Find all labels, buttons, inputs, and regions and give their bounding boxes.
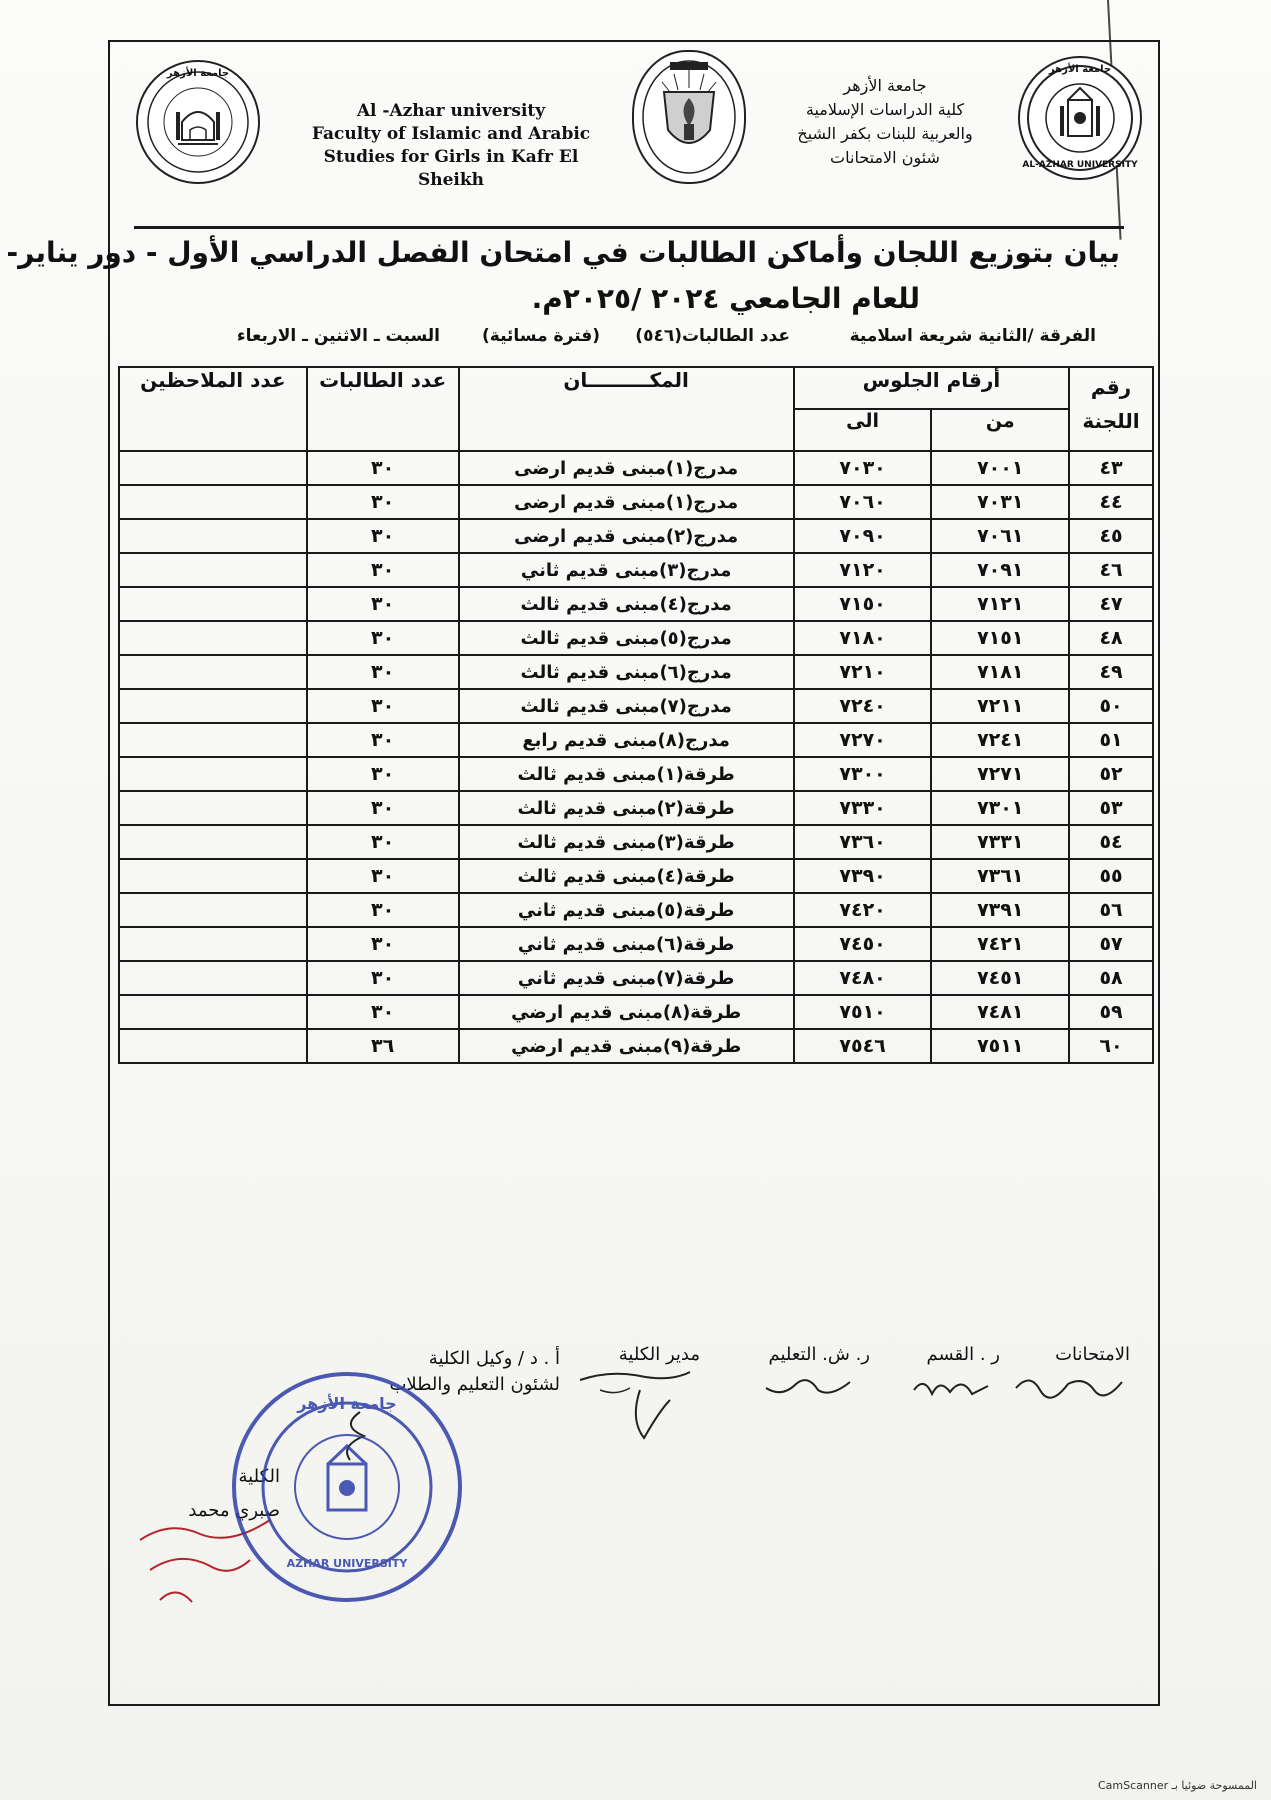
place-cell: مدرج(٧)مبنى قديم ثالث (459, 689, 794, 723)
seat-to-cell: ٧٥١٠ (794, 995, 932, 1029)
arabic-header-line: جامعة الأزهر (843, 76, 927, 95)
student-count-cell: ٣٠ (307, 621, 459, 655)
seat-from-cell: ٧٣٣١ (931, 825, 1069, 859)
committee-cell: ٥٨ (1069, 961, 1153, 995)
seat-to-cell: ٧١٨٠ (794, 621, 932, 655)
observers-cell (119, 825, 307, 859)
document-subtitle: للعام الجامعي ٢٠٢٤ /٢٠٢٥م. (531, 282, 920, 315)
student-count-cell: ٣٠ (307, 587, 459, 621)
place-cell: طرقة(٨)مبنى قديم ارضي (459, 995, 794, 1029)
seat-to-cell: ٧٤٢٠ (794, 893, 932, 927)
committee-cell: ٥٧ (1069, 927, 1153, 961)
faculty-logo (136, 60, 260, 184)
committee-cell: ٤٤ (1069, 485, 1153, 519)
arabic-header (770, 74, 1000, 170)
place-cell: مدرج(٣)مبنى قديم ثاني (459, 553, 794, 587)
committees-table-wrapper (118, 366, 1154, 1064)
english-header-line: Al -Azhar university (356, 101, 546, 121)
seat-from-cell: ٧٤٨١ (931, 995, 1069, 1029)
english-header-line: Faculty of Islamic and Arabic (311, 124, 591, 144)
seat-from-cell: ٧٠٩١ (931, 553, 1069, 587)
english-header (296, 100, 606, 192)
table-row (119, 587, 1153, 621)
seat-to-cell: ٧٠٦٠ (794, 485, 932, 519)
seat-to-cell: ٧٢٤٠ (794, 689, 932, 723)
logo-left-text: جامعة الأزهر (166, 68, 230, 79)
seat-from-cell: ٧١٨١ (931, 655, 1069, 689)
seat-to-cell: ٧٠٣٠ (794, 451, 932, 485)
seat-to-cell: ٧٥٤٦ (794, 1029, 932, 1063)
arabic-header-line: شئون الامتحانات (830, 148, 940, 167)
observers-cell (119, 655, 307, 689)
seat-to-cell: ٧٤٨٠ (794, 961, 932, 995)
seat-from-cell: ٧١٢١ (931, 587, 1069, 621)
table-row (119, 451, 1153, 485)
committee-cell: ٥١ (1069, 723, 1153, 757)
title-divider (134, 226, 1124, 229)
vice-dean-subtitle: لشئون التعليم والطلاب (389, 1374, 560, 1395)
table-header-row (119, 367, 1153, 409)
observers-cell (119, 621, 307, 655)
observers-cell (119, 519, 307, 553)
stamp-text: جامعة الأزهر (297, 1394, 397, 1413)
place-cell: مدرج(٨)مبنى قديم رابع (459, 723, 794, 757)
observers-cell (119, 1029, 307, 1063)
scanner-watermark: الممسوحة ضوئيا بـ CamScanner (1097, 1779, 1257, 1792)
table-row (119, 757, 1153, 791)
handwritten-signature-icon (760, 1368, 860, 1408)
dean-title: الكلية (238, 1466, 280, 1487)
arabic-header-line: والعربية للبنات بكفر الشيخ (797, 124, 973, 143)
observers-cell (119, 995, 307, 1029)
header-observers: عدد الملاحظين (119, 367, 307, 451)
seat-from-cell: ٧٢٧١ (931, 757, 1069, 791)
place-cell: مدرج(٥)مبنى قديم ثالث (459, 621, 794, 655)
seat-to-cell: ٧٢٧٠ (794, 723, 932, 757)
signatures-row (520, 1344, 1140, 1424)
english-header-line: Studies for Girls in Kafr El Sheikh (323, 147, 579, 190)
observers-cell (119, 961, 307, 995)
torch-emblem-icon (634, 52, 744, 182)
student-count-cell: ٣٦ (307, 1029, 459, 1063)
signature-director (619, 1344, 700, 1365)
committee-cell: ٤٩ (1069, 655, 1153, 689)
azhar-university-logo (1018, 56, 1142, 180)
student-count-cell: ٣٠ (307, 553, 459, 587)
observers-cell (119, 927, 307, 961)
place-cell: مدرج(٢)مبنى قديم ارضى (459, 519, 794, 553)
seat-from-cell: ٧٠٠١ (931, 451, 1069, 485)
table-row (119, 893, 1153, 927)
committee-cell: ٤٧ (1069, 587, 1153, 621)
days-label: السبت ـ الاثنين ـ الاربعاء (236, 326, 440, 346)
observers-cell (119, 791, 307, 825)
table-row (119, 1029, 1153, 1063)
place-cell: طرقة(٩)مبنى قديم ارضي (459, 1029, 794, 1063)
student-count-cell: ٣٠ (307, 859, 459, 893)
table-row (119, 961, 1153, 995)
place-cell: مدرج(١)مبنى قديم ارضى (459, 451, 794, 485)
document-title: بيان بتوزيع اللجان وأماكن الطالبات في امتحان الفصل الدراسي الأول - دور يناير- (6, 236, 1120, 269)
committee-cell: ٥٠ (1069, 689, 1153, 723)
seat-from-cell: ٧٠٦١ (931, 519, 1069, 553)
student-count-cell: ٣٠ (307, 825, 459, 859)
seat-from-cell: ٧١٥١ (931, 621, 1069, 655)
seat-to-cell: ٧٣٩٠ (794, 859, 932, 893)
handwritten-signature-icon (1010, 1366, 1130, 1406)
signature-exams-label: الامتحانات (1055, 1344, 1130, 1365)
committee-cell: ٥٥ (1069, 859, 1153, 893)
dean-name: صبري محمد (188, 1500, 280, 1521)
committee-cell: ٦٠ (1069, 1029, 1153, 1063)
seat-to-cell: ٧٤٥٠ (794, 927, 932, 961)
student-count-cell: ٣٠ (307, 927, 459, 961)
seat-from-cell: ٧٢١١ (931, 689, 1069, 723)
committees-table (118, 366, 1154, 1064)
committee-cell: ٥٩ (1069, 995, 1153, 1029)
table-body (119, 451, 1153, 1063)
logo-right-text: جامعة الأزهر (1048, 64, 1112, 75)
observers-cell (119, 757, 307, 791)
committee-cell: ٥٤ (1069, 825, 1153, 859)
place-cell: طرقة(٦)مبنى قديم ثاني (459, 927, 794, 961)
seat-to-cell: ٧٠٩٠ (794, 519, 932, 553)
header-count: عدد الطالبات (307, 367, 459, 451)
header-to: الى (794, 409, 932, 451)
seat-to-cell: ٧٣٠٠ (794, 757, 932, 791)
seat-to-cell: ٧١٢٠ (794, 553, 932, 587)
place-cell: طرقة(٧)مبنى قديم ثاني (459, 961, 794, 995)
place-cell: مدرج(٤)مبنى قديم ثالث (459, 587, 794, 621)
student-count-cell: ٣٠ (307, 655, 459, 689)
table-row (119, 553, 1153, 587)
committee-cell: ٥٣ (1069, 791, 1153, 825)
table-row (119, 791, 1153, 825)
seat-from-cell: ٧٣٩١ (931, 893, 1069, 927)
table-row (119, 689, 1153, 723)
vice-dean-title: أ . د / وكيل الكلية (428, 1348, 560, 1369)
seat-to-cell: ٧٣٣٠ (794, 791, 932, 825)
table-row (119, 859, 1153, 893)
university-emblem (632, 50, 746, 184)
signature-head-dept (927, 1344, 1001, 1365)
table-row (119, 621, 1153, 655)
place-cell: طرقة(٣)مبنى قديم ثالث (459, 825, 794, 859)
committee-cell: ٤٨ (1069, 621, 1153, 655)
table-row (119, 655, 1153, 689)
student-count-cell: ٣٠ (307, 451, 459, 485)
header-committee: رقم اللجنة (1069, 367, 1153, 451)
place-cell: مدرج(٦)مبنى قديم ثالث (459, 655, 794, 689)
observers-cell (119, 587, 307, 621)
table-row (119, 723, 1153, 757)
table-row (119, 485, 1153, 519)
committee-cell: ٤٥ (1069, 519, 1153, 553)
seat-from-cell: ٧٥١١ (931, 1029, 1069, 1063)
student-count-cell: ٣٠ (307, 689, 459, 723)
student-count-cell: ٣٠ (307, 757, 459, 791)
table-row (119, 825, 1153, 859)
signature-head-edu-label: ر. ش. التعليم (768, 1344, 870, 1365)
student-count-cell: ٣٠ (307, 723, 459, 757)
table-row (119, 995, 1153, 1029)
arabic-header-line: كلية الدراسات الإسلامية (805, 100, 965, 119)
place-cell: مدرج(١)مبنى قديم ارضى (459, 485, 794, 519)
observers-cell (119, 451, 307, 485)
observers-cell (119, 553, 307, 587)
seat-to-cell: ٧٢١٠ (794, 655, 932, 689)
student-count-label: عدد الطالبات(٥٤٦) (635, 326, 790, 346)
seat-from-cell: ٧٠٣١ (931, 485, 1069, 519)
student-count-cell: ٣٠ (307, 519, 459, 553)
period-label: (فترة مسائية) (482, 326, 600, 346)
table-row (119, 927, 1153, 961)
mosque-emblem-icon (138, 62, 258, 182)
seat-from-cell: ٧٣٦١ (931, 859, 1069, 893)
info-row (120, 326, 1120, 356)
student-count-cell: ٣٠ (307, 893, 459, 927)
student-count-cell: ٣٠ (307, 961, 459, 995)
committee-cell: ٥٢ (1069, 757, 1153, 791)
place-cell: طرقة(٤)مبنى قديم ثالث (459, 859, 794, 893)
student-count-cell: ٣٠ (307, 791, 459, 825)
committee-cell: ٤٣ (1069, 451, 1153, 485)
signature-exams (1055, 1344, 1130, 1365)
student-count-cell: ٣٠ (307, 485, 459, 519)
stamp-english-text: AZHAR UNIVERSITY (286, 1557, 408, 1570)
handwritten-signature-icon (570, 1360, 710, 1450)
observers-cell (119, 485, 307, 519)
logo-right-bottom-text: AL-AZHAR UNIVERSITY (1022, 160, 1138, 170)
observers-cell (119, 893, 307, 927)
header-place: المكـــــــــان (459, 367, 794, 451)
seat-from-cell: ٧٣٠١ (931, 791, 1069, 825)
observers-cell (119, 723, 307, 757)
seat-to-cell: ٧١٥٠ (794, 587, 932, 621)
place-cell: طرقة(١)مبنى قديم ثالث (459, 757, 794, 791)
handwritten-signature-icon (906, 1368, 996, 1408)
signature-director-label: مدير الكلية (618, 1344, 700, 1365)
table-row (119, 519, 1153, 553)
committee-cell: ٥٦ (1069, 893, 1153, 927)
place-cell: طرقة(٥)مبنى قديم ثاني (459, 893, 794, 927)
observers-cell (119, 689, 307, 723)
class-label: الفرقة /الثانية شريعة اسلامية (849, 326, 1096, 346)
student-count-cell: ٣٠ (307, 995, 459, 1029)
committee-cell: ٤٦ (1069, 553, 1153, 587)
signature-head-dept-label: ر . القسم (926, 1344, 1000, 1365)
header-from: من (931, 409, 1069, 451)
header-seats: أرقام الجلوس (794, 367, 1069, 409)
signature-head-edu (768, 1344, 870, 1365)
official-stamp (232, 1372, 462, 1602)
seat-from-cell: ٧٤٥١ (931, 961, 1069, 995)
place-cell: طرقة(٢)مبنى قديم ثالث (459, 791, 794, 825)
seat-to-cell: ٧٣٦٠ (794, 825, 932, 859)
seat-from-cell: ٧٤٢١ (931, 927, 1069, 961)
observers-cell (119, 859, 307, 893)
seat-from-cell: ٧٢٤١ (931, 723, 1069, 757)
